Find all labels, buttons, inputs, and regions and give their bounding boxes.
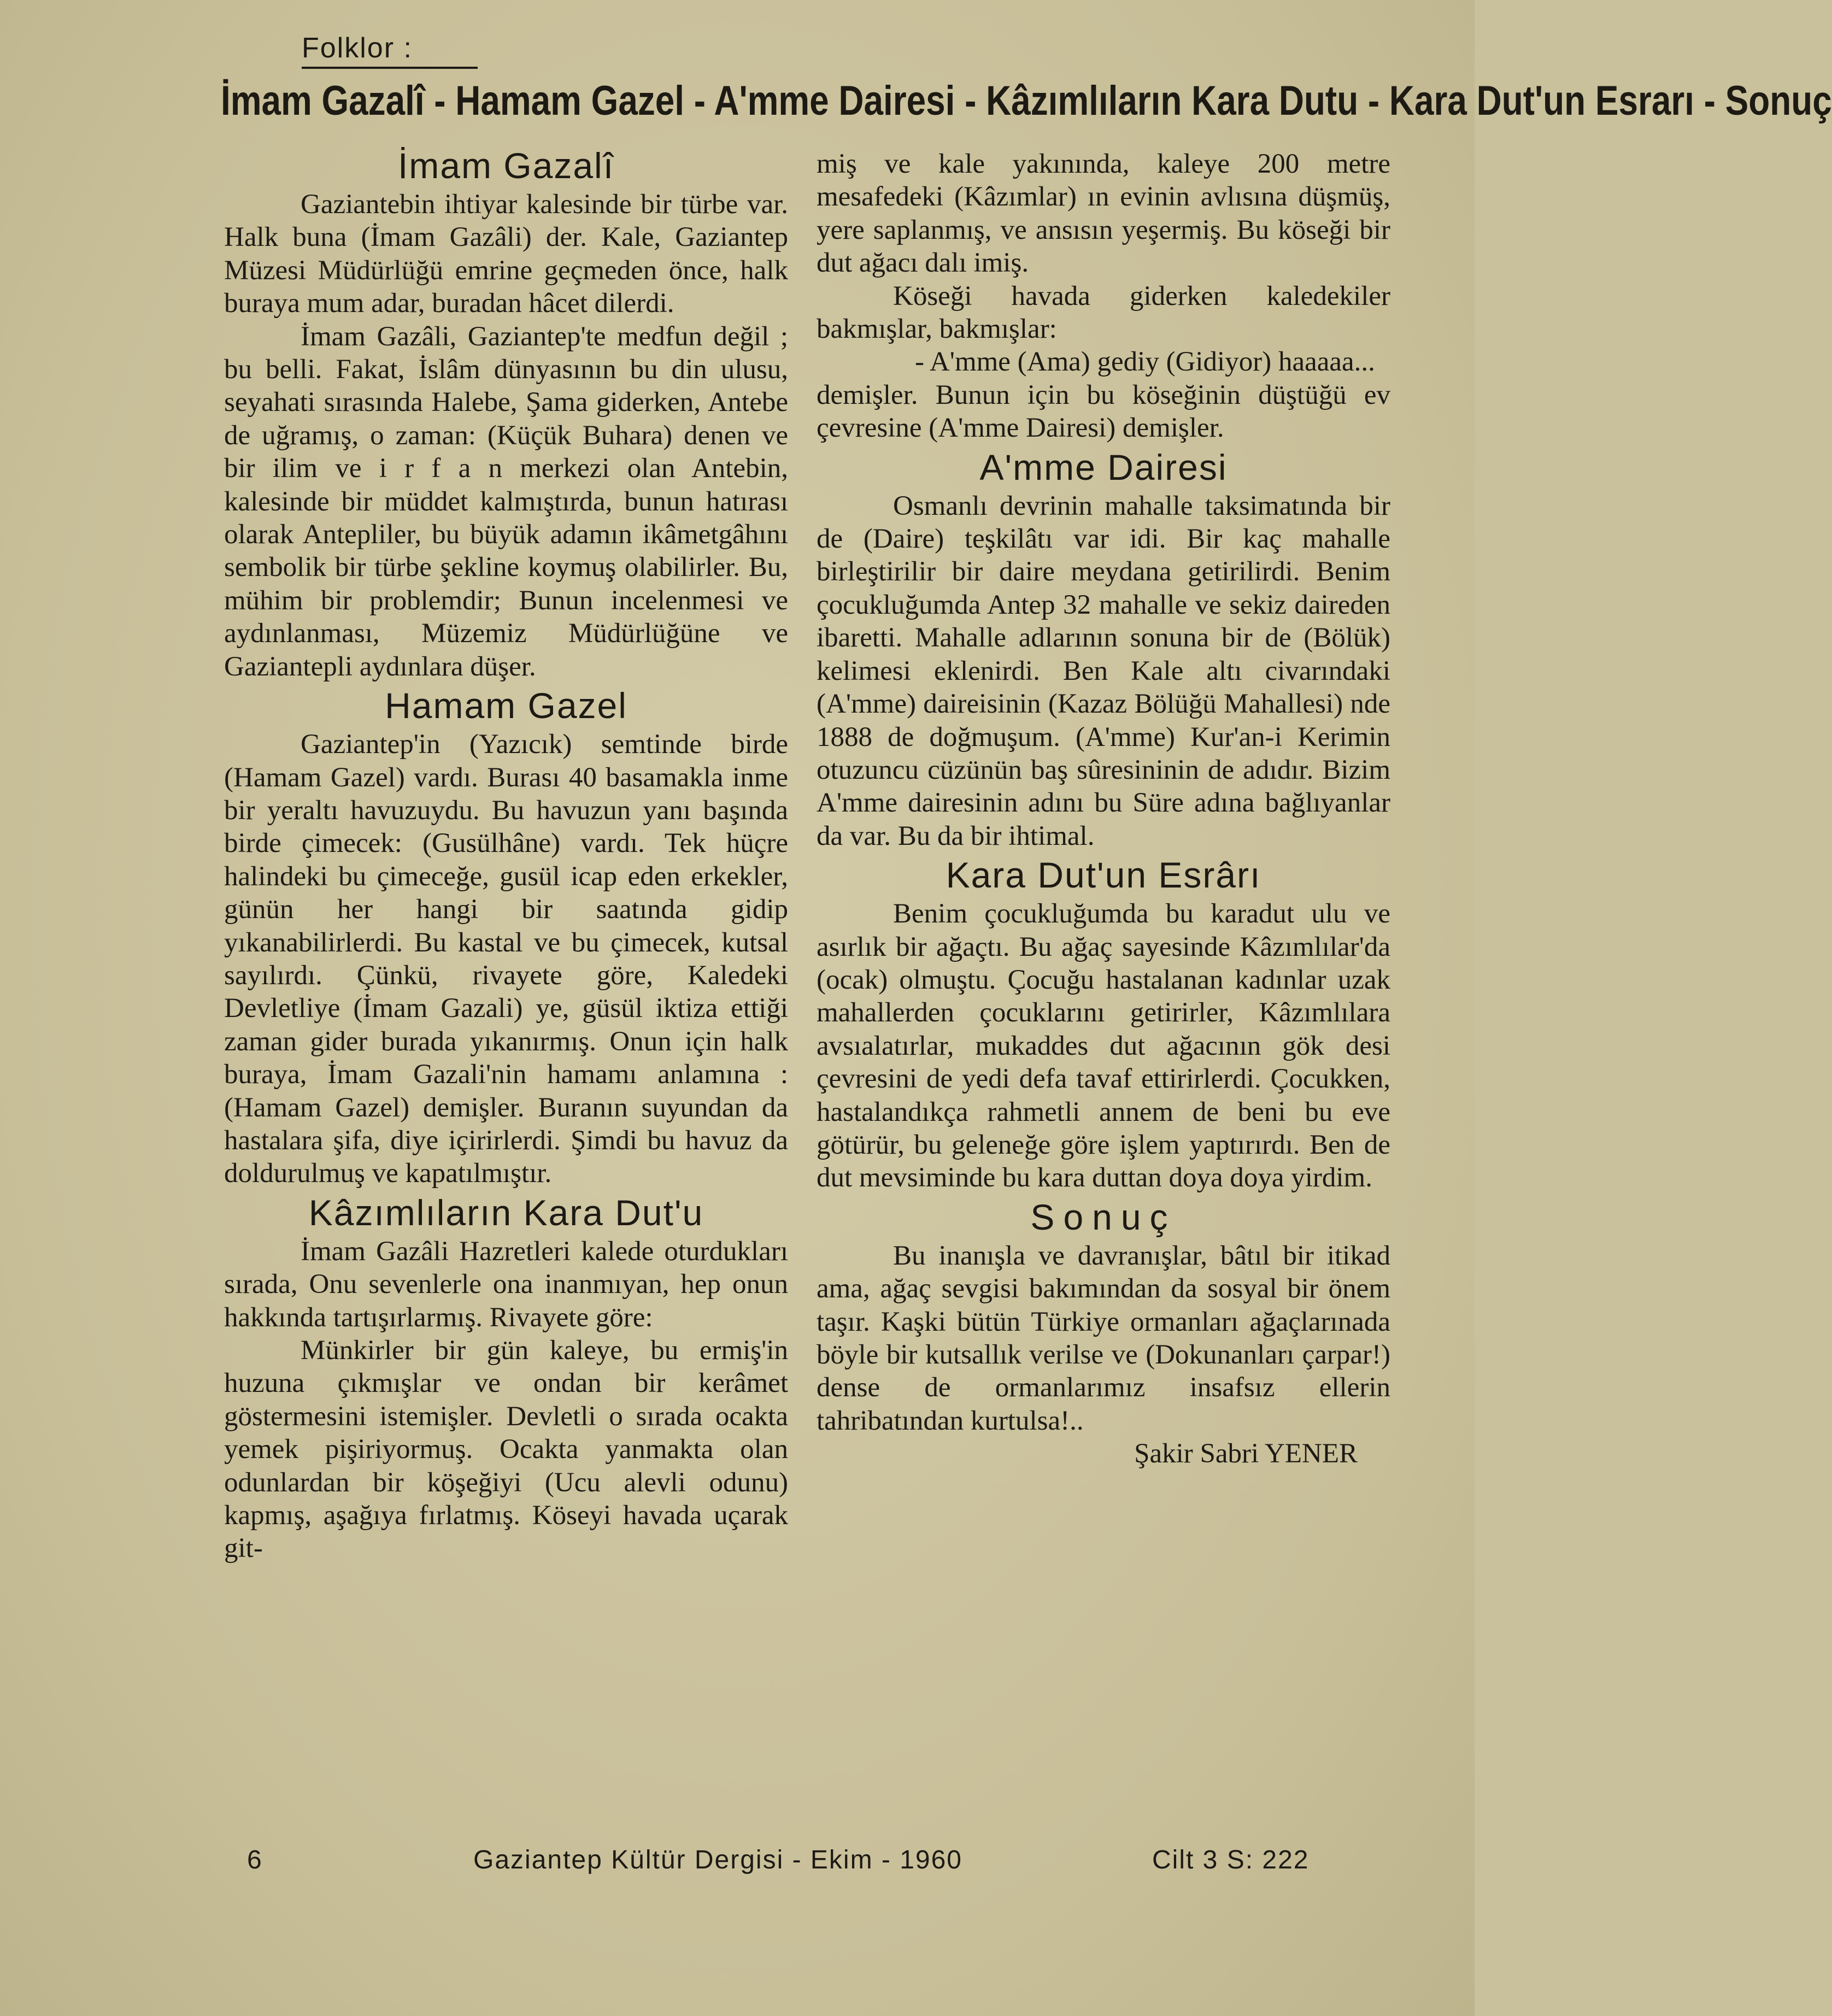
section-label: Folklor :	[302, 32, 413, 64]
paragraph: miş ve kale yakınında, kaleye 200 metre mesafedeki (Kâzımlar) ın evinin avlısına düşmüş, yere saplanmış, ve ansısın yeşermiş. Bu köseği bir dut ağacı dalı imiş.	[817, 149, 1390, 279]
paragraph: Gaziantep'in (Yazıcık) semtinde birde (Hamam Gazel) vardı. Burası 40 basamakla inme bir yeraltı havuzuydu. Bu havuzun yanı başında birde çimecek: (Gusülhâne) vardı. Tek hüçre halindeki bu çimeceğe, gusül icap eden erkekler, günün her hangi bir saatında gidip yıkanabilirlerdi. Bu kastal ve bu çimecek, kutsal sayılırdı. Çünkü, rivayete göre, Kaledeki Devletliye (İmam Gazali) ye, güsül iktiza ettiği zaman gider burada yıkanırmış. Onun için halk buraya, İmam Gazali'nin hamamı anlamına : (Hamam Gazel) demişler. Buranın suyundan da hastalara şifa, diye içirirlerdi. Şimdi bu havuz da doldurulmuş ve kapatılmıştır.	[224, 729, 788, 1189]
heading-kazimlilarin-kara-dutu: Kâzımlıların Kara Dut'u	[308, 1192, 704, 1233]
article-headline: İmam Gazalî - Hamam Gazel - A'mme Dairesi - Kâzımlıların Kara Dutu - Kara Dut'un Esrarı - Sonuç	[221, 78, 1832, 124]
author-signature: Şakir Sabri YENER	[1134, 1438, 1358, 1470]
page-number: 6	[247, 1845, 263, 1874]
heading-imam-gazali: İmam Gazalî	[397, 145, 615, 186]
paragraph: demişler. Bunun için bu köseğinin düştüğü ev çevresine (A'mme Dairesi) demişler.	[817, 379, 1390, 444]
journal-citation: Gaziantep Kültür Dergisi - Ekim - 1960	[473, 1845, 962, 1874]
heading-hamam-gazel: Hamam Gazel	[385, 685, 627, 726]
paragraph: Gaziantebin ihtiyar kalesinde bir türbe var. Halk buna (İmam Gazâli) der. Kale, Gaziantep Müzesi Müdürlüğü emrine geçmeden önce, halk buraya mum adar, buradan hâcet dilerdi.	[224, 189, 788, 319]
left-column	[224, 143, 788, 1565]
heading-sonuc: Sonuç	[1030, 1196, 1177, 1237]
dialogue-line: - A'mme (Ama) gediy (Gidiyor) haaaaa...	[915, 346, 1375, 378]
paragraph: Benim çocukluğumda bu karadut ulu ve asırlık bir ağaçtı. Bu ağaç sayesinde Kâzımlılar'da (ocak) olmuştu. Çocuğu hastalanan kadınlar uzak mahallerden çocuklarını getirirler, Kâzımlılara avsıalatırlar, mukaddes dut ağacının gök desi çevresini de yedi defa tavaf ettirirlerdi. Çocukken, hastalandıkça rahmetli annem de beni bu eve götürür, bu geleneğe göre işlem yaptırırdı. Ben de dut mevsiminde bu kara duttan doya doya yirdim.	[817, 898, 1390, 1194]
paragraph: Köseği havada giderken kaledekiler bakmışlar, bakmışlar:	[817, 280, 1390, 345]
section-underline	[302, 67, 478, 69]
page-footer	[0, 1845, 1475, 1883]
paragraph: Osmanlı devrinin mahalle taksimatında bir de (Daire) teşkilâtı var idi. Bir kaç mahalle birleştirilir bir daire meydana getirilirdi. Benim çocukluğumda Antep 32 mahalle ve sekiz daireden ibaretti. Mahalle adlarının sonuna bir de (Bölük) kelimesi eklenirdi. Ben Kale altı civarındaki (A'mme) daireisinin (Kazaz Bölüğü Mahallesi) nde 1888 de doğmuşum. (A'mme) Kur'an-i Kerimin otuzuncu cüzünün baş sûresininin de adıdır. Bizim A'mme dairesinin adını bu Süre adına bağlıyanlar da var. Bu da bir ihtimal.	[817, 490, 1390, 851]
paragraph: Bu inanışla ve davranışlar, bâtıl bir itikad ama, ağaç sevgisi bakımından da sosyal bir önem taşır. Kaşki bütün Türkiye ormanları ağaçlarınada böyle bir kutsallık verilse ve (Dokunanları çarpar!) dense de ormanlarımız insafsız ellerin tahribatından kurtulsa!..	[817, 1240, 1390, 1436]
paragraph: İmam Gazâli, Gaziantep'te medfun değil ; bu belli. Fakat, İslâm dünyasının bu din ulusu, seyahati sırasında Halebe, Şama giderken, Antebe de uğramış, o zaman: (Küçük Buhara) denen ve bir ilim ve i r f a n merkezi olan Antebin, kalesinde bir müddet kalmıştırda, bunun hatırası olarak Antepliler, bu büyük adamın ikâmetgâhını sembolik bir türbe şekline koymuş olabilirler. Bu, mühim bir problemdir; Bunun incelenmesi ve aydınlanması, Müzemiz Müdürlüğüne ve Gaziantepli aydınlara düşer.	[224, 321, 788, 682]
paragraph: İmam Gazâli Hazretleri kalede oturdukları sırada, Onu sevenlerle ona inanmıyan, hep onun hakkında tartışırlarmış. Rivayete göre:	[224, 1236, 788, 1333]
heading-kara-dutun-esrari: Kara Dut'un Esrârı	[946, 855, 1261, 896]
volume-issue: Cilt 3 S: 222	[1152, 1845, 1310, 1874]
right-column	[817, 148, 1390, 1471]
paragraph: Münkirler bir gün kaleye, bu ermiş'in huzuna çıkmışlar ve ondan bir kerâmet göstermesini istemişler. Devletli o sırada ocakta yemek pişiriyormuş. Ocakta yanmakta olan odunlardan bir köşeğiyi (Ucu alevli odunu) kapmış, aşağıya fırlatmış. Köseyi havada uçarak git-	[224, 1335, 788, 1564]
heading-amme-dairesi: A'mme Dairesi	[979, 446, 1228, 487]
